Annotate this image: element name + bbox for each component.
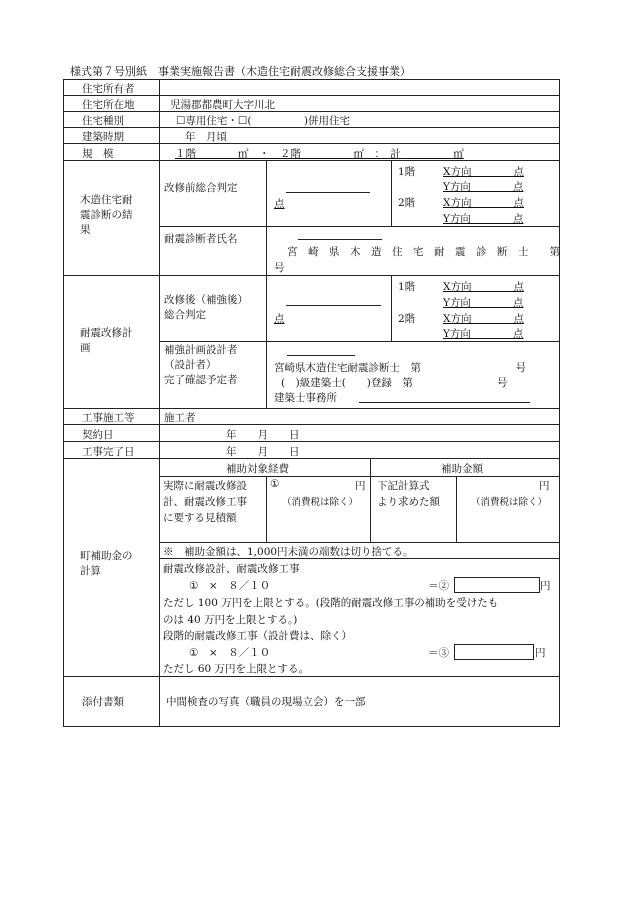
subsidy-section-label: 町補助金の 計算 xyxy=(80,550,133,577)
post-judgement-point: 点 xyxy=(274,313,285,325)
pre-floor1-y: Y方向 点 xyxy=(443,181,524,193)
pre-floor2: 2階 xyxy=(398,197,416,209)
pre-floor1-x: X方向 点 xyxy=(443,166,524,178)
address-label: 住宅所在地 xyxy=(82,99,135,111)
post-floor1: 1階 xyxy=(398,281,416,293)
result3-field[interactable] xyxy=(454,644,534,660)
post-judgement-blank xyxy=(286,305,381,306)
type-label: 住宅種別 xyxy=(82,115,124,127)
contractor-label: 工事施工等 xyxy=(82,412,135,424)
type-value: ☐専用住宅・☐( )併用住宅 xyxy=(176,115,351,127)
pre-floor2-x: X方向 点 xyxy=(443,197,524,209)
formula2-title: 段階的耐震改修工事（設計費は、除く） xyxy=(163,630,352,642)
contract-date-value: 年 月 日 xyxy=(226,429,300,441)
result2-field[interactable] xyxy=(454,577,540,593)
diagnosis-section-label: 木造住宅耐 震診断の結 果 xyxy=(80,194,133,236)
post-floor2: 2階 xyxy=(398,313,416,325)
formula1-limit-2: のは 40 万円を上限とする。) xyxy=(163,614,298,626)
attachments-value: 中間検査の写真（職員の現場立会）を一部 xyxy=(166,696,366,708)
pre-floor1: 1階 xyxy=(398,166,416,178)
result2-label: ＝② xyxy=(428,580,449,592)
pre-judgement-label: 改修前総合判定 xyxy=(164,182,238,194)
post-floor2-y: Y方向 点 xyxy=(443,328,524,340)
post-floor2-x: X方向 点 xyxy=(443,313,524,325)
pre-judgement-point: 点 xyxy=(274,198,285,210)
post-floor1-x: X方向 点 xyxy=(443,281,524,293)
result2-yen: 円 xyxy=(540,580,551,592)
complete-date-label: 工事完了日 xyxy=(82,446,135,458)
diagnoser-label: 耐震診断者氏名 xyxy=(164,233,238,245)
amount-yen: 円 xyxy=(539,480,550,492)
designer-value-2: ( )級建築士( )登録 第 号 xyxy=(281,377,508,389)
built-value: 年 月頃 xyxy=(185,131,227,143)
pre-floor2-y: Y方向 点 xyxy=(443,213,524,225)
diagnoser-value: 宮 崎 県 木 造 住 宅 耐 震 診 断 士 第 xyxy=(287,246,560,258)
cost-yen: 円 xyxy=(355,480,366,492)
contractor-value: 施工者 xyxy=(164,412,196,424)
rounding-note: ※ 補助金額は、1,000円未満の端数は切り捨てる。 xyxy=(163,546,414,558)
designer-label: 補強計画設計者 （設計者） 完了確認予定者 xyxy=(164,344,238,386)
page-title: 様式第７号別紙 事業実施報告書（木造住宅耐震改修総合支援事業） xyxy=(70,65,411,78)
pre-judgement-blank xyxy=(286,192,370,193)
amount-header: 補助金額 xyxy=(441,463,483,475)
post-judgement-label: 改修後（補強後） 総合判定 xyxy=(164,294,248,321)
designer-value-3: 建築士事務所 xyxy=(274,392,337,404)
address-value: 児湯郡都農町大字川北 xyxy=(170,99,275,111)
formula2-limit: ただし 60 万円を上限とする。 xyxy=(163,663,310,675)
scale-value: １階 ㎡ ・ ２階 ㎡ ： 計 ㎡ xyxy=(175,148,464,160)
cost-tax-note: （消費税は除く） xyxy=(282,497,359,508)
designer-blank xyxy=(287,355,355,356)
formula1: ① × ８／１０ xyxy=(189,580,271,592)
formula2: ① × ８／１０ xyxy=(189,647,271,659)
amount-tax-note: （消費税は除く） xyxy=(471,497,548,508)
cost-circle-1: ① xyxy=(270,478,280,490)
formula1-title: 耐震改修設計、耐震改修工事 xyxy=(163,563,300,575)
cost-header: 補助対象経費 xyxy=(226,463,289,475)
office-blank xyxy=(359,402,530,403)
formula1-limit-1: ただし 100 万円を上限とする。(段階的耐震改修工事の補助を受けたも xyxy=(163,597,499,609)
complete-date-value: 年 月 日 xyxy=(226,446,300,458)
result3-label: ＝③ xyxy=(428,647,449,659)
owner-label: 住宅所有者 xyxy=(82,83,135,95)
designer-value-1: 宮崎県木造住宅耐震診断士 第 号 xyxy=(274,362,526,374)
attachments-label: 添付書類 xyxy=(82,696,124,708)
contract-date-label: 契約日 xyxy=(82,429,114,441)
cost-description: 実際に耐震改修設 計、耐震改修工事 に要する見積額 xyxy=(163,480,247,524)
built-label: 建築時期 xyxy=(82,131,124,143)
post-floor1-y: Y方向 点 xyxy=(443,297,524,309)
plan-section-label: 耐震改修計 画 xyxy=(80,327,133,354)
diagnoser-value-2: 号 xyxy=(274,262,285,274)
diagnoser-blank xyxy=(298,239,382,240)
result3-yen: 円 xyxy=(535,647,546,659)
calc-description: 下記計算式 より求めた額 xyxy=(377,480,440,508)
scale-label: 規 模 xyxy=(82,148,114,160)
